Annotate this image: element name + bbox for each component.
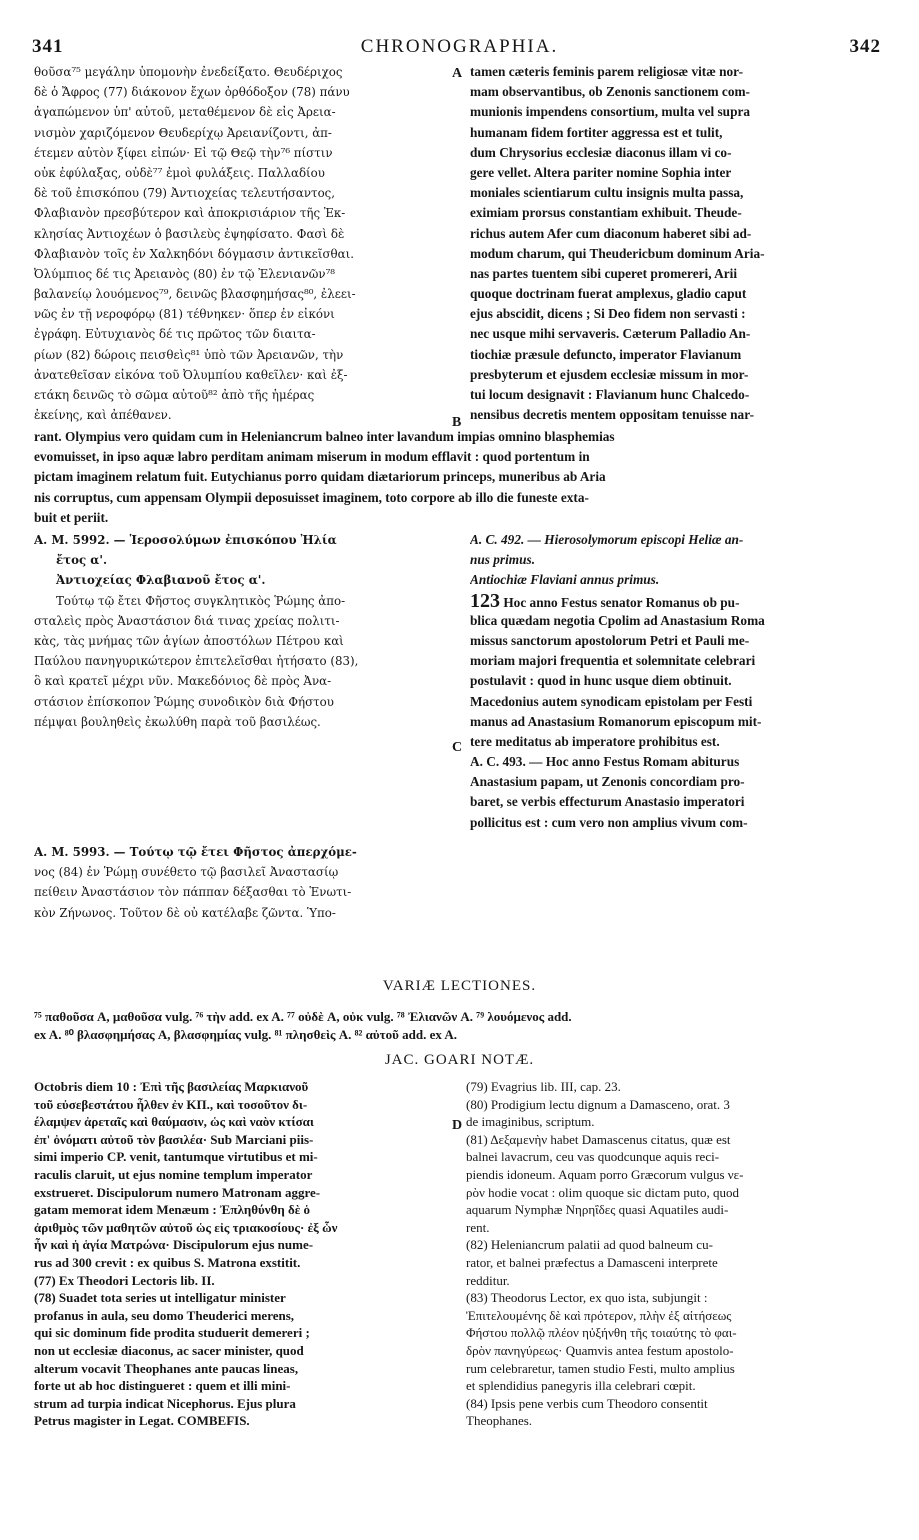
note-line: Petrus magister in Legat. COMBEFIS. <box>34 1413 250 1429</box>
latin-column-mid <box>470 530 882 833</box>
latin-line: Anastasium papam, ut Zenonis concordiam pro- <box>470 774 745 790</box>
note-line: piendis idoneum. Aquam porro Græcorum vulgus νε- <box>466 1166 744 1182</box>
greek-line: ὃ καὶ κρατεῖ μέχρι νῦν. Μακεδόνιος δὲ πρὸς Ἀνα- <box>34 674 332 689</box>
note-line: (83) Theodorus Lector, ex quo ista, subjungit : <box>466 1290 708 1306</box>
latin-line: humanam fidem fortiter aggressa est et tulit, <box>470 124 723 140</box>
greek-line: πέμψαι βουληθεὶς ἐκωλύθη παρὰ τοῦ βασιλέως. <box>34 714 321 729</box>
latin-line: blica quædam negotia Cpolim ad Anastasium Roma <box>470 612 765 628</box>
latin-line: pollicitus est : cum vero non amplius vivum com- <box>470 814 748 830</box>
note-line: balnei lavacrum, ceu vas quodcunque aquis reci- <box>466 1149 720 1165</box>
latin-line: manus ad Anastasium Romanorum episcopum mit- <box>470 713 762 729</box>
latin-line: modum charum, qui Theudericbum dominum Aria- <box>470 245 765 261</box>
greek-column-top <box>34 62 449 425</box>
note-line: (77) Ex Theodori Lectoris lib. II. <box>34 1272 215 1288</box>
margin-letter-a: A <box>452 66 463 81</box>
variant-line: ⁷⁵ παθοῦσα A, μαθοῦσα vulg. ⁷⁶ τὴν add. ex A. ⁷⁷ οὐδὲ A, οὐκ vulg. ⁷⁸ Ἐλιανῶν A. ⁷⁹ λουόμενος add. <box>34 1009 572 1024</box>
note-line: ἦν καὶ ἡ ἁγία Ματρώνα· Discipulorum ejus nume- <box>34 1237 314 1253</box>
section-number: 123 <box>470 590 500 611</box>
note-line: forte ut ab hoc distingueret : quem et illi mini- <box>34 1378 291 1394</box>
latin-line: buit et periit. <box>34 509 109 525</box>
greek-line: Φλαβιανὸν πρεσβύτερον καὶ ἀποκρισιάριον τῆς Ἐκ- <box>34 206 346 221</box>
note-line: profanus in aula, seu domo Theuderici merens, <box>34 1307 295 1323</box>
margin-letter-d: D <box>452 1118 463 1133</box>
latin-line: mam observantibus, ob Zenonis sanctionem com- <box>470 84 750 100</box>
greek-line: ἐκείνης, καὶ ἀπέθανεν. <box>34 408 172 423</box>
notes-left-column <box>34 1078 454 1430</box>
page-number-right: 342 <box>849 36 881 57</box>
latin-line: quoque doctrinam fuerat amplexus, gladio caput <box>470 286 747 302</box>
note-line: redditur. <box>466 1272 510 1288</box>
latin-line: tiochiæ præsule defuncto, imperator Flavianum <box>470 346 742 362</box>
greek-line: Ὀλύμπιος δέ τις Ἀρειανὸς (80) ἐν τῷ Ἐλενιανῶν⁷⁸ <box>34 266 336 281</box>
note-line: gatam memorat idem Menæum : Ἐπληθύνθη δὲ ὁ <box>34 1202 311 1218</box>
greek-line: κὸν Ζήνωνος. Τοῦτον δὲ οὐ κατέλαβε ζῶντα. Ὑπο- <box>34 905 336 920</box>
greek-line: ρίων (82) δώροις πεισθεὶς⁸¹ ὑπὸ τῶν Ἀρειανῶν, τὴν <box>34 347 344 362</box>
note-line: (78) Suadet tota series ut intelligatur minister <box>34 1290 286 1306</box>
greek-line: πείθειν Ἀναστάσιον τὸν πάππαν δέξασθαι τὸ Ἑνωτι- <box>34 885 352 900</box>
year-heading: A. M. 5993. — Τούτῳ τῷ ἔτει Φῆστος ἀπερχόμε- <box>34 845 357 859</box>
note-line: de imaginibus, scriptum. <box>466 1114 595 1130</box>
note-line: τοῦ εὐσεβεστάτου ἦλθεν ἐν ΚΠ., καὶ τοσοῦτον δι- <box>34 1096 308 1112</box>
latin-line: missus sanctorum apostolorum Petri et Pauli me- <box>470 632 750 648</box>
note-line: Octobris diem 10 : Ἐπὶ τῆς βασιλείας Μαρκιανοῦ <box>34 1079 309 1094</box>
greek-line: ετάκη δεινῶς τὸ σῶμα αὐτοῦ⁸² ἀπὸ τῆς ἡμέρας <box>34 388 315 402</box>
latin-line: richus autem Afer cum diaconum haberet sibi ad- <box>470 225 752 241</box>
latin-line: gere vellet. Altera pariter nomine Sophia inter <box>470 164 732 180</box>
page-number-left: 341 <box>32 36 64 57</box>
year-heading: nus primus. <box>470 552 536 568</box>
year-heading: A. M. 5992. — Ἱεροσολύμων ἐπισκόπου Ἠλία <box>34 533 337 547</box>
latin-line: nec usque mihi servaveris. Cæterum Palladio An- <box>470 326 751 342</box>
note-line: ἐπ' ὀνόματι αὐτοῦ τὸν βασιλέα· Sub Marciani piis- <box>34 1131 314 1147</box>
latin-line: moriam majori frequentia et solemnitate celebrari <box>470 653 756 669</box>
note-line: rus ad 300 crevit : ex quibus S. Matrona exstitit. <box>34 1254 301 1270</box>
latin-line: eximiam prorsus constantiam exhibuit. Theude- <box>470 205 742 221</box>
latin-line: moniales scientiarum cultu insignis multa passa, <box>470 185 744 201</box>
note-line: alterum vocavit Theophanes ante paucas lineas, <box>34 1360 299 1376</box>
latin-line: pictam imaginem relatum fuit. Eutychianus porro quidam diætariorum princeps, muneribus ab Aria <box>34 469 606 485</box>
variae-lectiones <box>34 1008 884 1044</box>
note-line: strum ad turpia indicat Nicephorus. Ejus plura <box>34 1395 296 1411</box>
greek-line: Παύλου πανηγυρικώτερον ἐπιτελεῖσθαι ἠτήσατο (83), <box>34 654 359 669</box>
greek-line: ἀγαπώμενον ὑπ' αὐτοῦ, μεταθέμενον δὲ εἰς Ἀρεια- <box>34 105 336 120</box>
note-line: (79) Evagrius lib. III, cap. 23. <box>466 1079 621 1094</box>
year-heading: Antiochiæ Flaviani annus primus. <box>470 572 660 588</box>
greek-line: βαλανείῳ λουόμενος⁷⁹, δεινῶς βλασφημήσας⁸⁰, ἐλεει- <box>34 287 356 302</box>
year-heading: A. C. 492. — Hierosolymorum episcopi Heliæ an- <box>470 532 744 547</box>
greek-line: δὲ τοῦ ἐπισκόπου (79) Ἀντιοχείας τελευτήσαντος, <box>34 186 336 201</box>
note-line: δρὸν πανηγύρεως· Quamvis antea festum apostolo- <box>466 1342 734 1358</box>
note-line: (82) Heleniancrum palatii ad quod balneum cu- <box>466 1237 713 1253</box>
note-line: rum celebraretur, tamen studio Festi, multo amplius <box>466 1360 735 1376</box>
greek-line: ἐγράφη. Εὐτυχιανὸς δέ τις πρῶτος τῶν διαιτα- <box>34 327 316 342</box>
latin-line: munionis impendens consortium, multa vel supra <box>470 104 751 120</box>
greek-line: Τούτῳ τῷ ἔτει Φῆστος συγκλητικὸς Ῥώμης ἀπο- <box>56 593 346 608</box>
note-line: qui sic dominum fide prodita studuerit demereri ; <box>34 1325 310 1341</box>
latin-line: presbyterum et ejusdem ecclesiæ missum in mor- <box>470 366 749 382</box>
latin-column-top <box>470 62 882 425</box>
note-line: rent. <box>466 1219 490 1235</box>
notes-title: JAC. GOARI NOTÆ. <box>384 1052 535 1068</box>
latin-line: tamen cæteris feminis parem religiosæ vitæ nor- <box>470 64 744 79</box>
note-line: simi imperio CP. venit, tantumque virtutibus et mi- <box>34 1149 318 1165</box>
latin-line: tere meditatus ab imperatore prohibitus est. <box>470 733 720 749</box>
note-line: raculis claruit, ut ejus nomine templum imperator <box>34 1166 313 1182</box>
greek-line: στάσιον ἐπίσκοπον Ῥώμης συνοδικὸν διὰ Φήστου <box>34 694 334 709</box>
latin-full-width <box>34 427 882 528</box>
greek-line: κὰς, τὰς μνήμας τῶν ἁγίων ἀποστόλων Πέτρου καὶ <box>34 633 344 648</box>
note-line: rator, et balnei præfectus a Damasceni interprete <box>466 1254 718 1270</box>
greek-line: νος (84) ἐν Ῥώμῃ συνέθετο τῷ βασιλεῖ Ἀναστασίῳ <box>34 865 339 880</box>
note-line: (81) Δεξαμενὴν habet Damascenus citatus, quæ est <box>466 1131 731 1147</box>
latin-line: ejus abscidit, dicens ; Si Deo fidem non servasti : <box>470 306 746 322</box>
latin-line: rant. Olympius vero quidam cum in Heleniancrum balneo inter lavandum impias omnino blasphemias <box>34 429 615 444</box>
note-line: Φήστου πολλῷ πλέον ηὐξήνθη τῆς τοιαύτης τὸ φαι- <box>466 1325 737 1341</box>
year-heading: Ἀντιοχείας Φλαβιανοῦ ἔτος α'. <box>56 573 266 588</box>
greek-line: σταλεὶς πρὸς Ἀναστάσιον διά τινας χρείας πολιτι- <box>34 613 340 628</box>
latin-line: nis corruptus, cum appensam Olympii deposuisset imaginem, toto corpore ab illo die funeste exta- <box>34 489 589 505</box>
note-line: et splendidius panegyris illa celebrari cœpit. <box>466 1378 696 1394</box>
greek-line: νῶς ἐν τῇ νεροφόρῳ (81) τέθνηκεν· ὅπερ ἐν εἰκόνι <box>34 307 335 322</box>
note-line: έλαμψεν ἀρεταῖς καὶ θαύμασιν, ὡς καὶ ναὸν κτίσαι <box>34 1114 314 1130</box>
year-heading: ἔτος α'. <box>56 553 108 568</box>
greek-line: Φλαβιανὸν τοῖς ἐν Χαλκηδόνι δόγμασιν ἀντικεῖσθαι. <box>34 246 355 261</box>
variae-title: VARIÆ LECTIONES. <box>382 978 537 994</box>
greek-line: έτεμεν αὐτὸν ξίφει εἰπών· Εἰ τῷ Θεῷ τὴν⁷⁶ πίστιν <box>34 145 333 160</box>
latin-line: postulavit : quod in hunc usque diem obtinuit. <box>470 673 732 689</box>
note-line: ρὸν hodie vocat : olim quoque sic dictam puto, quod <box>466 1184 740 1200</box>
note-line: exstrueret. Discipulorum numero Matronam aggre- <box>34 1184 321 1200</box>
margin-letter-b: B <box>452 415 462 430</box>
latin-line: baret, se verbis effecturum Anastasio imperatori <box>470 794 745 810</box>
running-title: CHRONOGRAPHIA. <box>360 36 559 57</box>
note-line: ἀριθμὸς τῶν μαθητῶν αὐτοῦ ὡς εἰς τριακοσίους· ἐξ ὧν <box>34 1219 338 1235</box>
note-line: (80) Prodigium lectu dignum a Damasceno, orat. 3 <box>466 1096 730 1112</box>
note-line: aquarum Nymphæ Νηρηΐδες quasi Aquatiles audi- <box>466 1202 729 1218</box>
latin-line: tui locum designavit : Flavianum hunc Chalcedo- <box>470 387 750 402</box>
margin-letter-c: C <box>452 740 463 755</box>
latin-line: Macedonius autem synodicam epistolam per Festi <box>470 693 753 709</box>
greek-column-mid <box>34 530 449 732</box>
note-line: (84) Ipsis pene verbis cum Theodoro consentit <box>466 1395 708 1411</box>
notes-right-column <box>466 1078 884 1430</box>
greek-line: θοῦσα⁷⁵ μεγάλην ὑπομονὴν ἐνεδείξατο. Θευδέριχος <box>34 65 343 79</box>
note-line: non ut ecclesiæ diaconus, ac sacer minister, quod <box>34 1342 304 1358</box>
greek-line: δὲ ὁ Ἄφρος (77) διάκονον ἔχων ὀρθόδοξον (78) πάνυ <box>34 85 350 100</box>
greek-line: νισμὸν χαριζόμενον Θευδερίχῳ Ἀρειανίζοντι, ἀπ- <box>34 125 332 140</box>
greek-line: ἀνατεθεῖσαν εἰκόνα τοῦ Ὀλυμπίου καθεῖλεν· καὶ ἐξ- <box>34 367 348 382</box>
latin-line: nas partes tuentem sibi cuperet promereri, Arii <box>470 265 738 281</box>
latin-line: nensibus decretis mentem oppositam tenuisse nar- <box>470 407 755 423</box>
note-line: Ἐπιτελουμένης δὲ καὶ πρότερον, πλὴν ἐξ αἰτήσεως <box>466 1307 732 1323</box>
latin-line: dum Chrysorius ecclesiæ diaconus illam vi co- <box>470 144 732 160</box>
note-line: Theophanes. <box>466 1413 533 1429</box>
greek-line: οὐκ ἐφύλαξας, οὐδὲ⁷⁷ ἐμοὶ φυλάξεις. Παλλαδίου <box>34 165 325 180</box>
latin-line: A. C. 493. — Hoc anno Festus Romam abiturus <box>470 754 740 770</box>
variant-line: ex A. ⁸⁰ βλασφημήσας A, βλασφημίας vulg. ⁸¹ πλησθεὶς A. ⁸² αὐτοῦ add. ex A. <box>34 1027 458 1042</box>
greek-line: κλησίας Ἀντιοχέων ὁ βασιλεὺς ἐψηφίσατο. Φασὶ δὲ <box>34 226 345 241</box>
latin-line: evomuisset, in ipso aquæ labro perditam animam miserum in modum efflavit : quod portentum in <box>34 449 590 465</box>
greek-column-mid-2 <box>34 842 449 923</box>
latin-line: Hoc anno Festus senator Romanus ob pu- <box>503 594 740 610</box>
